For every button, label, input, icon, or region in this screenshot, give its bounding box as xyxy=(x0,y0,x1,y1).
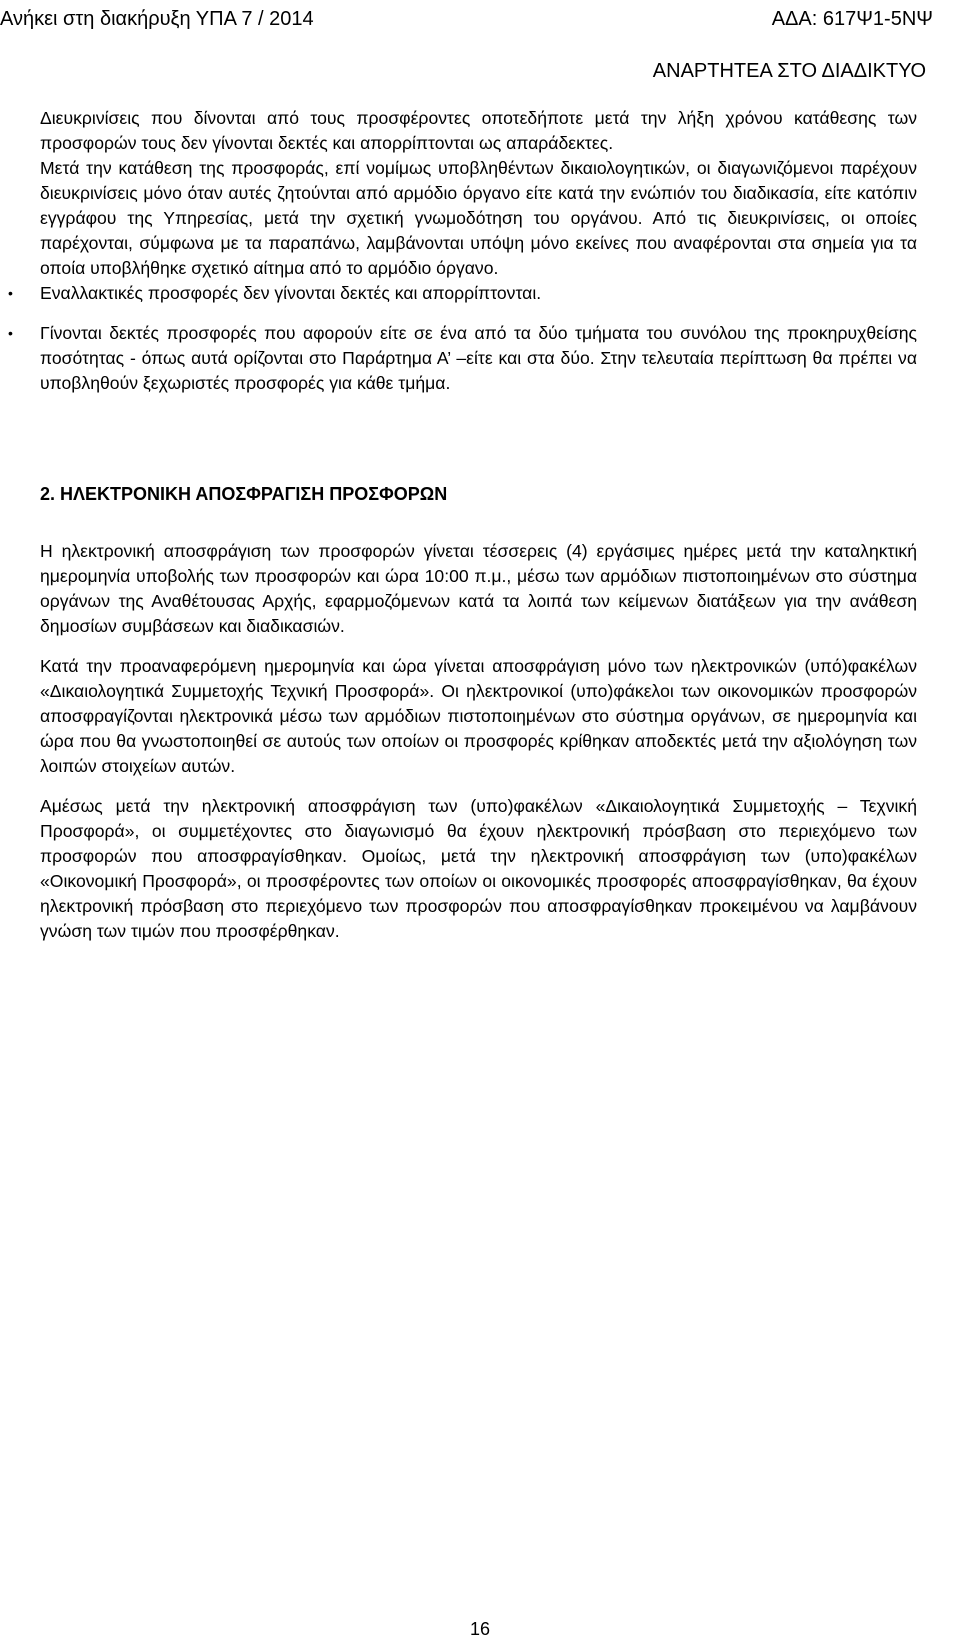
document-reference: Ανήκει στη διακήρυξη ΥΠΑ 7 / 2014 xyxy=(0,8,314,30)
ada-code: ΑΔΑ: 617Ψ1-5ΝΨ xyxy=(771,8,933,30)
page-number: 16 xyxy=(469,1619,491,1639)
bullet-item-partial-offers xyxy=(8,321,917,396)
spacer xyxy=(40,639,917,654)
document-body xyxy=(8,106,917,944)
bullet-item-alternative-offers xyxy=(8,281,917,306)
bullet-text: Γίνονται δεκτές προσφορές που αφορούν είτε σε ένα από τα δύο τμήματα του συνόλου της προκηρυχθείσης ποσότητας - όπως αυτά ορίζονται στο Παράρτημα Α’ –είτε και στα δύο. Στην τελευταία περίπτωση θα πρέπει να υποβληθούν ξεχωριστές προσφορές για κάθε τμήμα. xyxy=(40,323,917,393)
spacer xyxy=(40,396,917,482)
spacer xyxy=(40,306,917,321)
bullet-icon: • xyxy=(8,325,13,341)
paragraph-clarifications-procedure: Μετά την κατάθεση της προσφοράς, επί νομίμως υποβληθέντων δικαιολογητικών, οι διαγωνιζόμενοι παρέχουν διευκρινίσεις μόνο όταν αυτές ζητούνται από αρμόδιο όργανο είτε κατά την ενώπιόν του διαδικασία, είτε κατόπιν εγγράφου της Υπηρεσίας, μετά την σχετική γνωμοδότηση του οργάνου. Από τις διευκρινίσεις, οι οποίες παρέχονται, σύμφωνα με τα παραπάνω, λαμβάνονται υπόψη μόνο εκείνες που αναφέρονται στα σημεία για τα οποία υποβλήθηκε σχετικό αίτημα από το αρμόδιο όργανο. xyxy=(40,158,917,278)
spacer xyxy=(40,779,917,794)
section-heading: 2. ΗΛΕΚΤΡΟΝΙΚΗ ΑΠΟΣΦΡΑΓΙΣΗ ΠΡΟΣΦΟΡΩΝ xyxy=(40,484,448,504)
paragraph-clarifications-late: Διευκρινίσεις που δίνονται από τους προσφέροντες οποτεδήποτε μετά την λήξη χρόνου κατάθεσης των προσφορών τους δεν γίνονται δεκτές και απορρίπτονται ως απαράδεκτες. xyxy=(40,108,917,153)
bullet-icon: • xyxy=(8,285,13,301)
paragraph-unsealing-subfolders: Κατά την προαναφερόμενη ημερομηνία και ώρα γίνεται αποσφράγιση μόνο των ηλεκτρονικών (υπό)φακέλων «Δικαιολογητικά Συμμετοχής Τεχνική Προσφορά». Οι ηλεκτρονικοί (υπο)φάκελοι των οικονομικών προσφορών αποσφραγίζονται ηλεκτρονικά μέσω των αρμόδιων πιστοποιημένων στο σύστημα οργάνων, σε ημερομηνία και ώρα που θα γνωστοποιηθεί σε αυτούς των οποίων οι προσφορές κρίθηκαν αποδεκτές μετά την αξιολόγηση των λοιπών στοιχείων αυτών. xyxy=(40,656,917,776)
spacer xyxy=(40,507,917,539)
paragraph-unsealing-schedule: Η ηλεκτρονική αποσφράγιση των προσφορών γίνεται τέσσερεις (4) εργάσιμες ημέρες μετά την καταληκτική ημερομηνία υποβολής των προσφορών και ώρα 10:00 π.μ., μέσω των αρμόδιων πιστοποιημένων στο σύστημα οργάνων της Αναθέτουσας Αρχής, εφαρμοζόμενων κατά τα λοιπά των κείμενων διατάξεων για την ανάθεση δημοσίων συμβάσεων και διαδικασιών. xyxy=(40,541,917,636)
paragraph-access-after-unsealing: Αμέσως μετά την ηλεκτρονική αποσφράγιση των (υπο)φακέλων «Δικαιολογητικά Συμμετοχής – Τεχνική Προσφορά», οι συμμετέχοντες στο διαγωνισμό θα έχουν ηλεκτρονική πρόσβαση στο περιεχόμενο των προσφορών που αποσφραγίσθηκαν. Ομοίως, μετά την ηλεκτρονική αποσφράγιση των (υπο)φακέλων «Οικονομική Προσφορά», οι προσφέροντες των οποίων οι οικονομικές προσφορές αποσφραγίσθηκαν, θα έχουν ηλεκτρονική πρόσβαση στο περιεχόμενο των προσφορών που αποσφραγίσθηκαν προκειμένου να λαμβάνουν γνώση των τιμών που προσφέρθηκαν. xyxy=(40,796,917,941)
bullet-text: Εναλλακτικές προσφορές δεν γίνονται δεκτές και απορρίπτονται. xyxy=(40,283,542,303)
publication-notice: ΑΝΑΡΤΗΤΕΑ ΣΤΟ ΔΙΑΔΙΚΤΥΟ xyxy=(652,60,926,82)
